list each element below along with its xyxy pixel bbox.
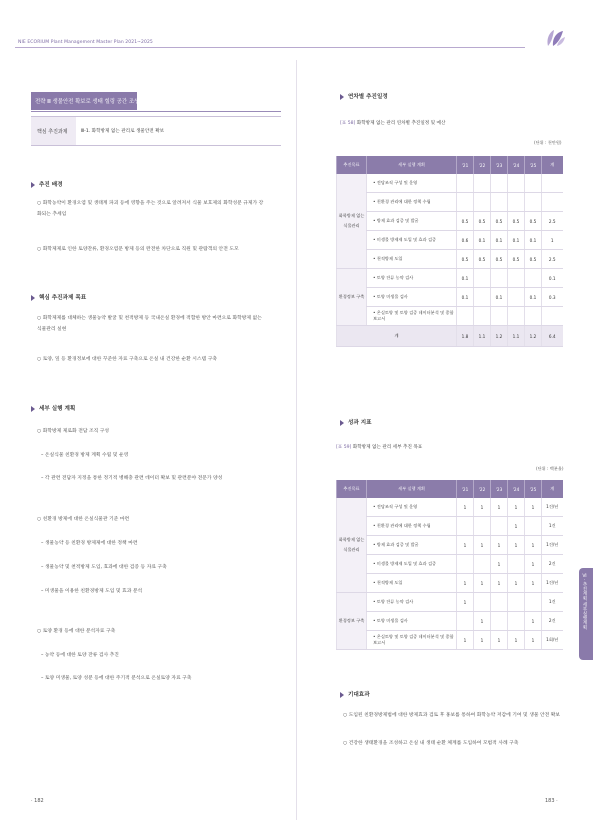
table-row (337, 231, 563, 250)
table2-caption: [표 59] 화학방제 없는 관리 세부 추진 목표 (336, 445, 423, 450)
table-header-cell: '25 (525, 480, 542, 498)
paragraph: ○ 화학제제를 대체하는 생물농약 발굴 및 천적방제 등 국내온실 환경에 적합한 방안 마련으로 화학방제 없는 식물관리 실현 (37, 316, 262, 332)
value-cell (508, 288, 525, 307)
value-cell (525, 269, 542, 288)
schedule-table (336, 156, 563, 347)
plan-cell: • 미생물 방제제 도입 및 효과 검증 (367, 231, 457, 250)
table-header-cell: '22 (474, 156, 491, 174)
value-cell: 0.1 (525, 288, 542, 307)
strategy-banner (31, 92, 281, 110)
value-cell: 1 (508, 631, 525, 650)
value-cell (457, 307, 474, 326)
value-cell (474, 269, 491, 288)
table-row (337, 555, 563, 574)
table1-unit: (단위 : 천만원) (534, 140, 562, 145)
value-cell: 1건 (542, 593, 563, 612)
value-cell: 0.1 (525, 231, 542, 250)
value-cell: 1 (491, 574, 508, 593)
value-cell (525, 517, 542, 536)
section-kpi-title: 성과 지표 (340, 418, 372, 426)
value-cell: 1 (457, 631, 474, 650)
value-cell (491, 193, 508, 212)
plan-subitem: – 생물농약 등 친환경 방제제에 대한 정책 마련 (41, 541, 138, 546)
value-cell (474, 517, 491, 536)
effect-item: ○ 건강한 생태환경을 조성하고 온실 내 생태 순환 체계를 도입하여 모범적 사례 구축 (343, 741, 519, 746)
value-cell (474, 174, 491, 193)
plan-cell: • 전담조직 구성 및 운영 (367, 498, 457, 517)
value-cell: 0.5 (474, 250, 491, 269)
plan-cell: • 토양 미생물 검사 (367, 612, 457, 631)
table-header-cell: '25 (525, 156, 542, 174)
value-cell: 1 (525, 555, 542, 574)
value-cell (508, 193, 525, 212)
table-header-cell: 추진목표 (337, 480, 367, 498)
value-cell: 1 (491, 536, 508, 555)
running-title: NIE ECORIUM Plant Management Master Plan 2021~2025 (18, 40, 153, 45)
value-cell (474, 288, 491, 307)
value-cell (508, 612, 525, 631)
value-cell (525, 174, 542, 193)
value-cell (542, 193, 563, 212)
paragraph: ○ 화학제제로 인한 토양잔류, 환경오염문 방제 등의 완전한 차단으로 직원 및 관람객의 안전 도모 (37, 247, 239, 252)
group-cell: 화학방제 없는 식물관리 (337, 498, 367, 593)
value-cell: 1 (508, 574, 525, 593)
value-cell: 0.1 (508, 231, 525, 250)
plan-subitem: – 온실식물 친환경 방제 계획 수립 및 운영 (41, 453, 129, 458)
total-label: 계 (337, 326, 457, 347)
core-task-label: 핵심 추진과제 (37, 129, 68, 135)
value-cell (474, 593, 491, 612)
value-cell (457, 555, 474, 574)
value-cell: 0.5 (525, 250, 542, 269)
value-cell (508, 555, 525, 574)
value-cell (491, 269, 508, 288)
value-cell (457, 174, 474, 193)
section-effect-title: 기대효과 (340, 690, 370, 698)
table-row (337, 174, 563, 193)
value-cell: 1건/년 (542, 498, 563, 517)
plan-item: ○ 토양 환경 등에 대한 분석자료 구축 (37, 629, 116, 634)
page-number-right: 183 · (545, 798, 558, 804)
table-header-cell: 세부 실행 계획 (367, 156, 457, 174)
table-row (337, 517, 563, 536)
plan-cell: • 친환경 관리에 대한 정책 수립 (367, 193, 457, 212)
value-cell: 1 (457, 593, 474, 612)
value-cell: 0.1 (457, 269, 474, 288)
plan-cell: • 방제 효과 검증 및 발굴 (367, 212, 457, 231)
paragraph: ○ 화학농약이 환경오염 및 생태계 파괴 등에 영향을 주는 것으로 알려져서 식물 보호제의 화학성분 규제가 강화되는 추세임 (37, 201, 264, 217)
value-cell: 1 (525, 498, 542, 517)
total-row (337, 326, 563, 347)
table-header-cell: '24 (508, 480, 525, 498)
value-cell: 0.5 (491, 250, 508, 269)
table-header-cell: 세부 실행 계획 (367, 480, 457, 498)
value-cell: 1 (457, 498, 474, 517)
value-cell (474, 555, 491, 574)
effect-item: ○ 도입된 친환경방제법에 대한 방제효과 검토 후 홍보를 통하여 화학농약 저감에 기여 및 생물 안전 확보 (343, 713, 561, 718)
header-rule (15, 47, 525, 48)
plan-subitem: – 각 관련 전담자 지정을 통한 정기적 병해충 관련 데이터 확보 및 관련분야 전문가 양성 (41, 476, 223, 481)
value-cell: 0.3 (542, 288, 563, 307)
plan-subitem: – 농약 등에 대한 토양 잔류 검사 추진 (41, 653, 119, 658)
table-row (337, 269, 563, 288)
table-header-cell: '24 (508, 156, 525, 174)
plan-cell: • 토양 잔류 농약 검사 (367, 269, 457, 288)
table-header-cell: '23 (491, 156, 508, 174)
plan-subitem: – 토양 미생물, 토양 성분 등에 대한 주기적 분석으로 온실토양 자료 구축 (41, 676, 192, 681)
value-cell (525, 193, 542, 212)
table-header-cell: '23 (491, 480, 508, 498)
value-cell: 1 (491, 631, 508, 650)
value-cell: 0.1 (491, 231, 508, 250)
value-cell (508, 174, 525, 193)
value-cell: 0.5 (491, 212, 508, 231)
core-task-box (31, 116, 281, 146)
value-cell: 1 (457, 536, 474, 555)
table-row (337, 498, 563, 517)
total-value-cell: 1.2 (525, 326, 542, 347)
plan-item: ○ 친환경 방제에 대한 온실식물관 기준 마련 (37, 517, 130, 522)
plan-cell: • 전담조직 구성 및 운영 (367, 174, 457, 193)
value-cell (491, 174, 508, 193)
value-cell (491, 517, 508, 536)
leaf-logo-icon (544, 28, 566, 48)
table2-unit: (단위 : 백분율) (536, 466, 564, 471)
section-background-title: 추진 배경 (31, 180, 63, 188)
value-cell: 0.5 (508, 212, 525, 231)
group-cell: 환경정보 구축 (337, 269, 367, 326)
table-row (337, 631, 563, 650)
plan-subitem: – 미생물을 이용한 친환경방제 도입 및 효과 분석 (41, 589, 143, 594)
table-header-cell: '22 (474, 480, 491, 498)
value-cell (542, 307, 563, 326)
value-cell: 0.1 (457, 288, 474, 307)
value-cell: 0.5 (508, 250, 525, 269)
value-cell: 0.1 (542, 269, 563, 288)
table1-caption: [표 58] 화학방제 없는 관리 연차별 추진일정 및 예산 (340, 121, 446, 126)
value-cell: 1회/년 (542, 631, 563, 650)
value-cell: 2건 (542, 612, 563, 631)
value-cell: 1 (457, 574, 474, 593)
value-cell: 1 (474, 574, 491, 593)
value-cell (474, 307, 491, 326)
group-cell: 화학방제 없는 식물관리 (337, 174, 367, 269)
value-cell: 1 (508, 498, 525, 517)
plan-cell: • 미생물 방제제 도입 및 효과 검증 (367, 555, 457, 574)
value-cell: 0.5 (457, 250, 474, 269)
value-cell (508, 307, 525, 326)
value-cell: 1건 (542, 517, 563, 536)
core-task-value: Ⅲ-1. 화학방제 없는 관리로 생물안전 확보 (81, 129, 165, 134)
value-cell (542, 174, 563, 193)
table-header-cell: '21 (457, 480, 474, 498)
plan-cell: • 토양 미생물 검사 (367, 288, 457, 307)
value-cell: 0.5 (525, 212, 542, 231)
table-row (337, 193, 563, 212)
total-value-cell: 1.1 (508, 326, 525, 347)
table-row (337, 536, 563, 555)
value-cell: 0.1 (491, 288, 508, 307)
plan-cell: • 토양 잔류 농약 검사 (367, 593, 457, 612)
value-cell (525, 593, 542, 612)
value-cell (508, 593, 525, 612)
table-row (337, 307, 563, 326)
table-row (337, 593, 563, 612)
value-cell: 1 (491, 555, 508, 574)
chapter-side-tab[interactable]: Ⅵ. 추진계획 세부실행계획 (579, 568, 593, 660)
value-cell: 1건/년 (542, 536, 563, 555)
value-cell: 0.5 (457, 212, 474, 231)
value-cell: 1 (525, 574, 542, 593)
value-cell: 1 (508, 536, 525, 555)
value-cell: 1 (525, 536, 542, 555)
total-value-cell: 1.2 (491, 326, 508, 347)
total-value-cell: 6.4 (542, 326, 563, 347)
table-header-cell: 계 (542, 156, 563, 174)
section-goal-title: 핵심 추진과제 목표 (31, 293, 86, 301)
value-cell: 1 (474, 612, 491, 631)
plan-cell: • 방제 효과 검증 및 발굴 (367, 536, 457, 555)
table-header-cell: 계 (542, 480, 563, 498)
paragraph: ○ 토양, 잎 등 환경정보에 대한 꾸준한 자료 구축으로 온실 내 건강한 순환 시스템 구축 (37, 357, 217, 362)
table-header-cell: 추진목표 (337, 156, 367, 174)
plan-cell: • 온실토양 및 토양 검증 데이터분석 및 종합보고서 (367, 631, 457, 650)
kpi-table (336, 480, 563, 650)
value-cell (474, 193, 491, 212)
value-cell (491, 307, 508, 326)
total-value-cell: 1.1 (474, 326, 491, 347)
value-cell (491, 593, 508, 612)
value-cell: 1 (491, 498, 508, 517)
value-cell: 1 (474, 536, 491, 555)
table-header-cell: '21 (457, 156, 474, 174)
value-cell: 1 (525, 612, 542, 631)
value-cell: 0.5 (474, 212, 491, 231)
value-cell (525, 307, 542, 326)
table-row (337, 212, 563, 231)
value-cell (457, 517, 474, 536)
value-cell: 0.6 (457, 231, 474, 250)
value-cell: 1 (525, 631, 542, 650)
plan-item: ○ 화학방제 제로화 전담 조직 구성 (37, 429, 110, 434)
value-cell: 1 (474, 631, 491, 650)
plan-cell: • 친환경 관리에 대한 정책 수립 (367, 517, 457, 536)
plan-subitem: – 생물농약 및 천적방제 도입, 효과에 대한 검증 등 자료 구축 (41, 565, 167, 570)
group-cell: 환경정보 구축 (337, 593, 367, 650)
value-cell (508, 269, 525, 288)
table-row (337, 288, 563, 307)
value-cell: 2.5 (542, 212, 563, 231)
value-cell (457, 612, 474, 631)
value-cell: 1 (542, 231, 563, 250)
plan-cell: • 온실토양 및 토양 검증 데이터분석 및 종합보고서 (367, 307, 457, 326)
value-cell: 1 (474, 498, 491, 517)
table-row (337, 250, 563, 269)
table-row (337, 574, 563, 593)
page-number-left: · 182 (31, 798, 44, 804)
total-value-cell: 1.8 (457, 326, 474, 347)
value-cell: 2.5 (542, 250, 563, 269)
table-row (337, 612, 563, 631)
section-plan-title: 세부 실행 계획 (31, 404, 75, 412)
value-cell: 1건/년 (542, 574, 563, 593)
value-cell: 2건 (542, 555, 563, 574)
page-gutter (296, 60, 297, 820)
value-cell (491, 612, 508, 631)
section-schedule-title: 연차별 추진일정 (340, 92, 388, 100)
value-cell (457, 193, 474, 212)
strategy-label: 전략 Ⅲ 생물안전 확보로 생태 힐링 공간 조성 (35, 99, 140, 105)
plan-cell: • 천적방제 도입 (367, 574, 457, 593)
plan-cell: • 천적방제 도입 (367, 250, 457, 269)
value-cell: 0.1 (474, 231, 491, 250)
value-cell: 1 (508, 517, 525, 536)
